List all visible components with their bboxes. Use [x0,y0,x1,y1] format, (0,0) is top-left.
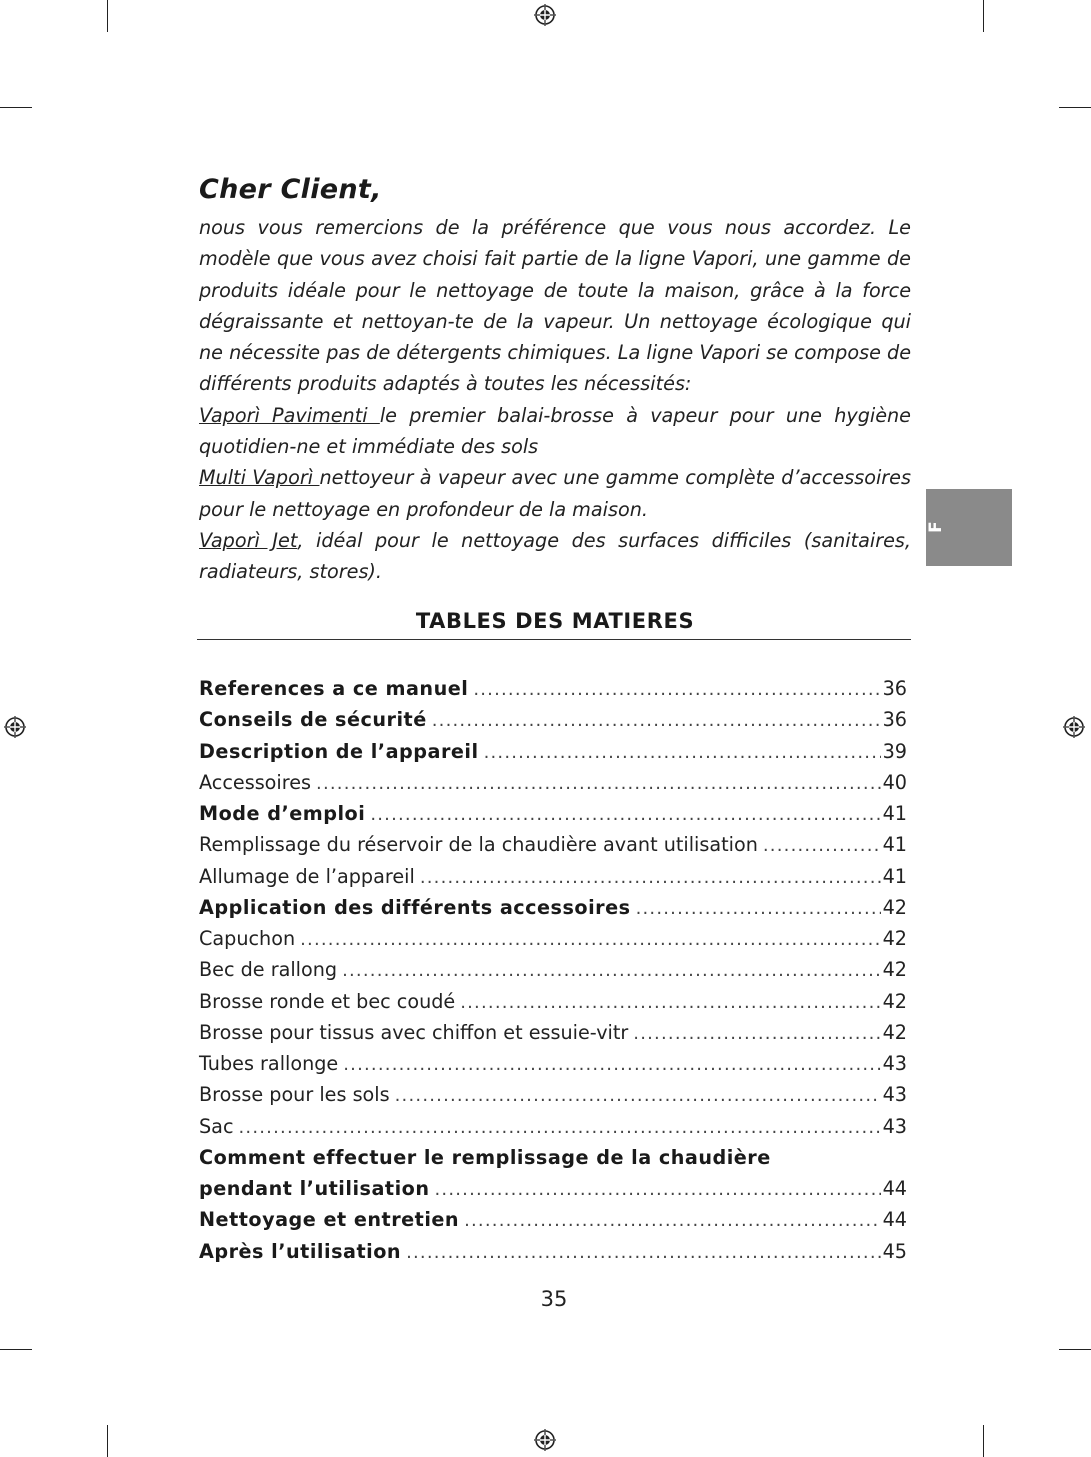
toc-entry[interactable] [199,1236,907,1267]
toc-dot-leader [636,893,881,924]
toc-entry[interactable] [199,673,907,704]
toc-entry-page: 41 [882,833,907,857]
toc-entry-row [199,986,907,1018]
toc-entry-page: 42 [882,927,907,950]
toc-dot-leader [239,1112,881,1143]
toc-dot-leader [633,1018,880,1049]
toc-dot-leader [763,830,881,861]
toc-entry-row [199,1079,907,1111]
product-description: nettoyeur à vapeur avec une gamme complète d’accessoires pour le nettoyage en profondeur de la maison. [199,466,911,521]
toc-entry-label: Remplissage du réservoir de la chaudière avant utilisation [199,833,758,857]
toc-entry[interactable] [199,1204,907,1235]
toc-entry-row [199,1111,907,1143]
toc-entry-label: Application des différents accessoires [199,895,631,919]
toc-dot-leader [370,799,880,830]
toc-entry-row [199,954,907,986]
toc-entry-label: Brosse ronde et bec coudé [199,989,456,1013]
toc-entry[interactable] [199,1017,907,1048]
registration-mark-icon [4,716,26,738]
crop-mark-bottom-right [983,1425,984,1457]
toc-dot-leader [432,705,881,736]
toc-entry[interactable] [199,986,907,1017]
toc-entry-row [199,1048,907,1080]
toc-entry-label: Sac [199,1114,234,1138]
product-line [199,462,911,525]
toc-entry-label: Conseils de sécurité [199,708,427,732]
toc-entry-label: Bec de rallong [199,958,338,982]
crop-mark-left-top [0,107,32,108]
crop-mark-left-bottom [0,1349,32,1350]
toc-dot-leader [300,924,880,955]
toc-dot-leader [460,987,880,1018]
toc-entry-label: Allumage de l’appareil [199,864,415,888]
toc-dot-leader [473,674,880,705]
toc-entry-label: Comment effectuer le remplissage de la chaudière [199,1145,771,1169]
toc-entry-page: 36 [882,677,907,700]
product-name: Multi Vaporì [199,466,320,490]
toc-entry-page: 42 [882,989,907,1013]
toc-entry[interactable] [199,861,907,892]
toc-entry-row [199,923,907,955]
toc-entry-page: 39 [882,739,907,763]
toc-entry-page: 43 [882,1114,907,1138]
toc-dot-leader [316,768,881,799]
toc-entry-page: 43 [882,1052,907,1075]
toc-dot-leader [342,955,880,986]
product-name: Vaporì Jet [199,528,298,552]
toc-entry[interactable] [199,1142,907,1173]
toc-entry-label: Brosse pour les sols [199,1083,390,1107]
toc-title: TABLES DES MATIERES [415,609,695,633]
crop-mark-right-bottom [1059,1349,1091,1350]
toc-list [199,673,907,1267]
toc-entry[interactable] [199,892,907,923]
toc-entry-label: Après l’utilisation [199,1239,402,1263]
product-name: Vaporì Pavimenti [199,403,380,427]
toc-entry-page: 40 [882,770,907,794]
crop-mark-top-left [107,0,108,32]
toc-entry-page: 41 [882,864,907,888]
intro-paragraph: nous vous remercions de la préférence que vous nous accordez. Le modèle que vous avez choisi fait partie de la ligne Vapori, une gamme de produits idéale pour le nettoyage de toute la maison, grâce à la force dégraissante et nettoyan-te de la vapeur. Un nettoyage écologique qui ne nécessite pas de détergents chimiques. La ligne Vapori se compose de différents produits adaptés à toutes les nécessités: [199,216,911,396]
toc-entry-page: 44 [882,1177,907,1200]
toc-entry-page: 42 [882,958,907,982]
toc-entry-row [199,704,907,736]
toc-entry[interactable] [199,1079,907,1110]
toc-entry-page: 44 [882,1208,907,1232]
toc-entry[interactable] [199,1111,907,1142]
language-side-tab [926,489,1012,566]
toc-entry[interactable] [199,829,907,860]
toc-entry-row [199,1017,907,1049]
toc-entry-row [199,736,907,768]
language-tab-letter: F [925,521,946,533]
toc-entry-label: References a ce manuel [199,677,469,700]
toc-dot-leader [464,1205,880,1236]
toc-divider [197,639,911,640]
page-number: 35 [540,1287,568,1311]
toc-entry[interactable] [199,736,907,767]
toc-entry-label: Mode d’emploi [199,802,366,825]
toc-entry-row [199,1173,907,1205]
greeting-heading: Cher Client, [199,174,382,205]
toc-entry[interactable] [199,923,907,954]
toc-entry-row [199,1236,907,1268]
toc-dot-leader [343,1049,880,1080]
toc-entry-page: 42 [882,895,907,919]
toc-entry-row [199,861,907,893]
product-line [199,400,911,463]
product-description: le premier balai-brosse à vapeur pour une hygiène quotidien-ne et immédiate des sols [199,403,911,459]
crop-mark-bottom-left [107,1425,108,1457]
toc-dot-leader [420,862,881,893]
toc-entry-label: Accessoires [199,770,312,794]
toc-entry-label: Description de l’appareil [199,739,479,763]
toc-entry-page: 45 [882,1239,907,1263]
toc-entry-label: Brosse pour tissus avec chiffon et essuie-vitr [199,1020,629,1044]
toc-entry-page: 41 [882,802,907,825]
intro-text [199,212,911,588]
toc-dot-leader [406,1237,881,1268]
toc-entry[interactable] [199,1048,907,1079]
toc-entry[interactable] [199,1173,907,1204]
toc-entry-row [199,673,907,705]
toc-dot-leader [435,1174,881,1205]
crop-mark-right-top [1059,107,1091,108]
toc-entry-row [199,829,907,861]
toc-entry[interactable] [199,704,907,735]
toc-entry-page: 42 [882,1020,907,1044]
registration-mark-icon [534,1429,556,1451]
toc-entry-row [199,798,907,830]
product-description: , idéal pour le nettoyage des surfaces difficiles (sanitaires, radiateurs, stores). [199,528,911,584]
toc-entry-row [199,767,907,799]
registration-mark-icon [534,4,556,26]
toc-entry-label: Capuchon [199,927,296,950]
toc-entry-page: 36 [882,708,907,732]
registration-mark-icon [1063,716,1085,738]
crop-mark-top-right [983,0,984,32]
toc-entry[interactable] [199,954,907,985]
toc-entry[interactable] [199,798,907,829]
toc-entry-row [199,1204,907,1236]
product-line [199,525,911,588]
toc-entry-row [199,892,907,924]
toc-dot-leader [395,1080,881,1111]
toc-entry[interactable] [199,767,907,798]
toc-entry-row [199,1142,907,1173]
toc-entry-page: 43 [882,1083,907,1107]
toc-entry-label: Tubes rallonge [199,1052,339,1075]
toc-entry-label: Nettoyage et entretien [199,1208,460,1232]
toc-dot-leader [484,737,881,768]
toc-entry-label: pendant l’utilisation [199,1177,430,1200]
